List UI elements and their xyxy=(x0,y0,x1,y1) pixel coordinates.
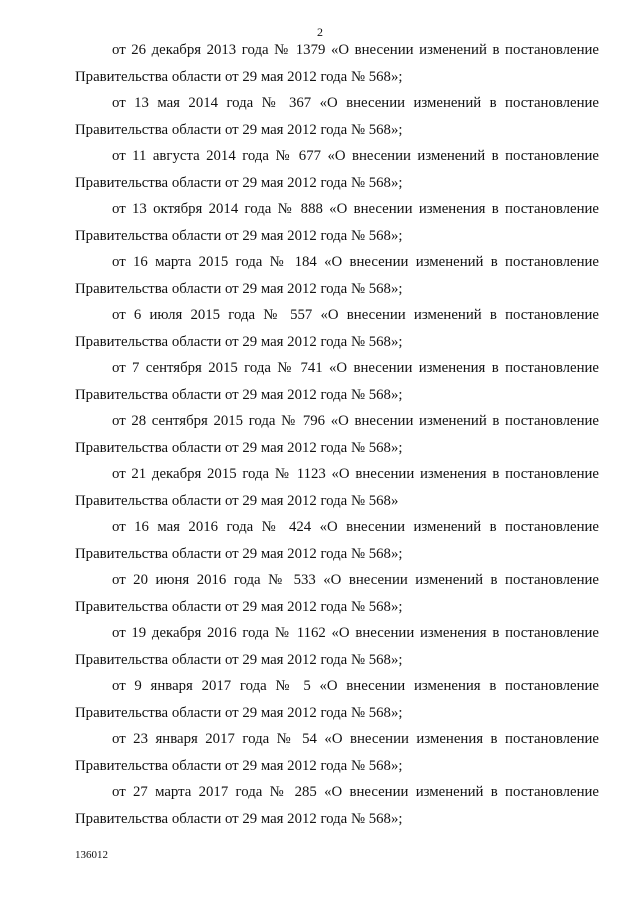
resolution-item: от 28 сентября 2015 года № 796 «О внесении изменений в постановление Правительства области от 29 мая 2012 года № 568»; xyxy=(75,413,599,456)
resolution-item: от 27 марта 2017 года № 285 «О внесении изменений в постановление Правительства области от 29 мая 2012 года № 568»; xyxy=(75,784,599,827)
resolution-item: от 13 октября 2014 года № 888 «О внесении изменения в постановление Правительства области от 29 мая 2012 года № 568»; xyxy=(75,201,599,244)
resolution-item: от 7 сентября 2015 года № 741 «О внесении изменения в постановление Правительства области от 29 мая 2012 года № 568»; xyxy=(75,360,599,403)
resolution-item: от 23 января 2017 года № 54 «О внесении изменения в постановление Правительства области от 29 мая 2012 года № 568»; xyxy=(75,731,599,774)
resolution-item: от 20 июня 2016 года № 533 «О внесении изменений в постановление Правительства области от 29 мая 2012 года № 568»; xyxy=(75,572,599,615)
document-code: 136012 xyxy=(75,849,108,861)
resolution-item: от 19 декабря 2016 года № 1162 «О внесении изменения в постановление Правительства области от 29 мая 2012 года № 568»; xyxy=(75,625,599,668)
resolution-item: от 16 марта 2015 года № 184 «О внесении изменений в постановление Правительства области от 29 мая 2012 года № 568»; xyxy=(75,254,599,297)
resolution-item: от 21 декабря 2015 года № 1123 «О внесении изменения в постановление Правительства области от 29 мая 2012 года № 568» xyxy=(75,466,599,509)
resolution-item: от 6 июля 2015 года № 557 «О внесении изменений в постановление Правительства области от 29 мая 2012 года № 568»; xyxy=(75,307,599,350)
resolution-item: от 16 мая 2016 года № 424 «О внесении изменений в постановление Правительства области от 29 мая 2012 года № 568»; xyxy=(75,519,599,562)
document-body xyxy=(75,37,599,832)
page-number: 2 xyxy=(317,25,323,39)
resolution-item: от 11 августа 2014 года № 677 «О внесении изменений в постановление Правительства области от 29 мая 2012 года № 568»; xyxy=(75,148,599,191)
resolution-item: от 26 декабря 2013 года № 1379 «О внесении изменений в постановление Правительства области от 29 мая 2012 года № 568»; xyxy=(75,42,599,85)
resolution-item: от 13 мая 2014 года № 367 «О внесении изменений в постановление Правительства области от 29 мая 2012 года № 568»; xyxy=(75,95,599,138)
resolution-item: от 9 января 2017 года № 5 «О внесении изменения в постановление Правительства области от 29 мая 2012 года № 568»; xyxy=(75,678,599,721)
